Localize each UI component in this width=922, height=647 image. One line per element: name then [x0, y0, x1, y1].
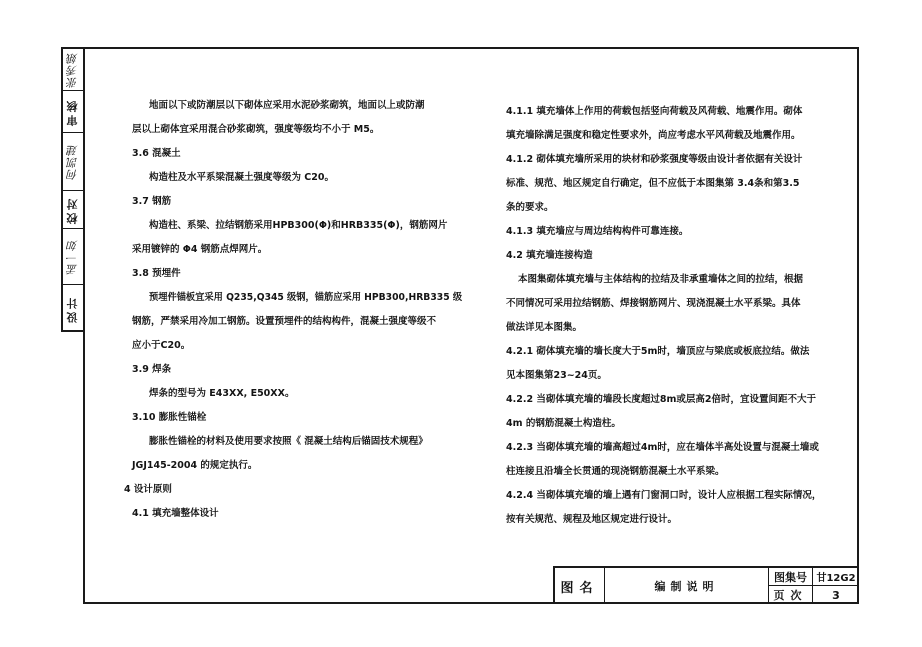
proofread-signature-cell: [63, 133, 83, 191]
body-line: 应小于C20。: [132, 340, 191, 351]
atlas-no: 甘12G2: [813, 568, 859, 586]
review-label: 审核: [66, 97, 79, 126]
design-label-cell: [63, 285, 83, 332]
page-number: 3: [832, 588, 840, 602]
body-line: 4.1.3 填充墙应与周边结构构件可靠连接。: [506, 226, 689, 237]
body-line: 4m 的钢筋混凝土构造柱。: [506, 418, 621, 429]
body-line: 预埋件锚板宜采用 Q235,Q345 级钢，锚筋应采用 HPB300,HRB335 级: [149, 292, 463, 303]
section-heading: 4.2 填充墙连接构造: [506, 250, 593, 261]
drawing-name-label: 图名: [555, 568, 605, 604]
proofread-signature: 何凯建: [66, 143, 79, 180]
body-line: 构造柱及水平系梁混凝土强度等级为 C20。: [149, 172, 335, 183]
review-signature-cell: [63, 49, 83, 91]
title-block: [553, 566, 859, 604]
body-line: 4.2.2 当砌体填充墙的墙段长度超过8m或层高2倍时，宜设置间距不大于: [506, 394, 816, 405]
atlas-no-label: 图集号: [769, 568, 813, 586]
body-line: 4.2.1 砌体填充墙的墙长度大于5m时，墙顶应与梁底或板底拉结。做法: [506, 346, 810, 357]
design-signature: 孟一如: [66, 238, 79, 275]
body-line: 钢筋，严禁采用冷加工钢筋。设置预埋件的结构构件，混凝土强度等级不: [132, 316, 437, 327]
body-line: 标准、规范、地区规定自行确定，但不应低于本图集第 3.4条和第3.5: [506, 178, 800, 189]
section-heading: 3.6 混凝土: [132, 148, 181, 159]
body-line: 见本图集第23~24页。: [506, 370, 607, 381]
section-heading: 3.10 膨胀性锚栓: [132, 412, 207, 423]
body-line: 构造柱、系梁、拉结钢筋采用HPB300(Φ)和HRB335(Φ)，钢筋网片: [149, 220, 448, 231]
section-heading: 3.7 钢筋: [132, 196, 172, 207]
section-heading: 3.8 预埋件: [132, 268, 181, 279]
body-line: 4.1.1 填充墙体上作用的荷载包括竖向荷载及风荷载、地震作用。砌体: [506, 106, 803, 117]
drawing-name: 编制说明: [605, 568, 769, 604]
body-line: 4.2.3 当砌体填充墙的墙高超过4m时，应在墙体半高处设置与混凝土墙或: [506, 442, 819, 453]
body-line: 不同情况可采用拉结钢筋、焊接钢筋网片、现浇混凝土水平系梁。具体: [506, 298, 801, 309]
body-line: 柱连接且沿墙全长贯通的现浇钢筋混凝土水平系梁。: [506, 466, 725, 477]
body-line: 本图集砌体填充墙与主体结构的拉结及非承重墙体之间的拉结，根据: [518, 274, 804, 285]
body-line: 按有关规范、规程及地区规定进行设计。: [506, 514, 678, 525]
body-line: JGJ145-2004 的规定执行。: [132, 460, 258, 471]
review-signature: 张秀娥: [66, 51, 79, 88]
section-heading: 3.9 焊条: [132, 364, 172, 375]
body-line: 条的要求。: [506, 202, 554, 213]
body-line: 层以上砌体宜采用混合砂浆砌筑，强度等级均不小于 M5。: [132, 124, 380, 135]
body-line: 填充墙除满足强度和稳定性要求外，尚应考虑水平风荷载及地震作用。: [506, 130, 801, 141]
design-signature-cell: [63, 229, 83, 285]
body-line: 4.1.2 砌体填充墙所采用的块材和砂浆强度等级由设计者依据有关设计: [506, 154, 803, 165]
body-line: 焊条的型号为 E43XX, E50XX。: [149, 388, 295, 399]
design-label: 设计: [66, 294, 79, 323]
body-line: 做法详见本图集。: [506, 322, 583, 333]
approval-sidebar: [61, 47, 83, 332]
body-line: 采用镀锌的 Φ4 钢筋点焊网片。: [132, 244, 268, 255]
section-heading: 4 设计原则: [124, 484, 172, 495]
review-label-cell: [63, 91, 83, 133]
proofread-label: 校对: [66, 195, 79, 224]
body-line: 膨胀性锚栓的材料及使用要求按照《 混凝土结构后锚固技术规程》: [149, 436, 428, 447]
section-heading: 4.1 填充墙整体设计: [132, 508, 219, 519]
page-label: 页次: [769, 586, 813, 604]
body-line: 4.2.4 当砌体填充墙的墙上遇有门窗洞口时，设计人应根据工程实际情况，: [506, 490, 822, 501]
body-line: 地面以下或防潮层以下砌体应采用水泥砂浆砌筑，地面以上或防潮: [149, 100, 425, 111]
proofread-label-cell: [63, 191, 83, 229]
